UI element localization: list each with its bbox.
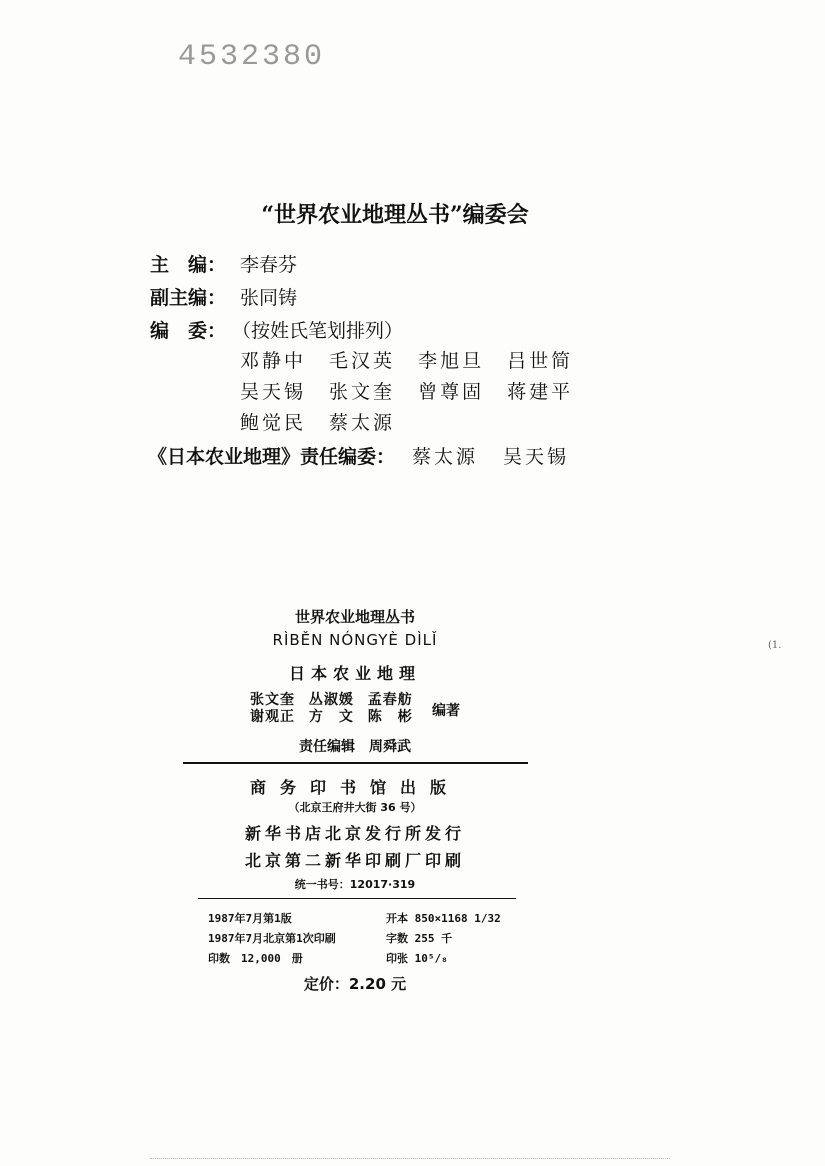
author-row: 谢观正 方 文 陈 彬: [250, 709, 413, 725]
series-name: 世界农业地理丛书: [294, 608, 415, 626]
price: 定价：2.20 元: [303, 975, 407, 993]
book-number: 统一书号：12017·319: [294, 878, 416, 891]
editorial-board-title: “世界农业地理丛书”编委会: [261, 202, 529, 228]
library-stamp-number: 4532380: [178, 40, 326, 74]
printer: 北京第二新华印刷厂印刷: [244, 851, 465, 870]
printed-sheets: 印张 10⁵/₈: [386, 952, 448, 965]
format-info: 开本 850×1168 1/32: [386, 912, 501, 925]
chief-editor-name: 李春芬: [240, 254, 298, 276]
divider: [183, 762, 528, 764]
board-members-row: 邓静中 毛汉英 李旭旦 吕世简: [240, 350, 574, 372]
author-list: [250, 692, 413, 726]
author-row: 张文奎 丛淑媛 孟春舫: [250, 692, 413, 708]
edition-info: 1987年7月第1版: [208, 912, 292, 925]
deputy-editor-label: 副主编：: [150, 287, 227, 309]
margin-mark: (1.: [768, 640, 782, 651]
deputy-editor-name: 张同铸: [240, 287, 298, 309]
publisher: 商务印书馆出版: [249, 778, 460, 797]
book-title: 日本农业地理: [288, 664, 421, 683]
board-members-label: 编 委：: [150, 320, 227, 342]
word-count: 字数 255 千: [386, 932, 453, 945]
chief-editor-label: 主 编：: [150, 254, 227, 276]
pinyin-title: RÌBĚN NÓNGYÈ DÌLǏ: [272, 631, 438, 649]
author-role: 编著: [432, 703, 460, 719]
board-members-note: （按姓氏笔划排列）: [232, 320, 404, 342]
board-members-row: 鲍觉民 蔡太源: [240, 412, 396, 434]
printing-info: 1987年7月北京第1次印刷: [208, 932, 336, 945]
divider: [198, 898, 516, 899]
publisher-address: （北京王府井大街 36 号）: [288, 801, 422, 814]
distributor: 新华书店北京发行所发行: [244, 824, 465, 843]
responsible-editor: 责任编辑 周舜武: [299, 739, 411, 755]
print-run: 印数 12,000 册: [208, 952, 303, 965]
responsible-board-names: 蔡太源 吴天锡: [412, 446, 570, 468]
scan-edge-line: [150, 1158, 670, 1160]
board-members-row: 吴天锡 张文奎 曾尊固 蒋建平: [240, 381, 574, 403]
responsible-board-label: 《日本农业地理》责任编委：: [148, 446, 396, 468]
